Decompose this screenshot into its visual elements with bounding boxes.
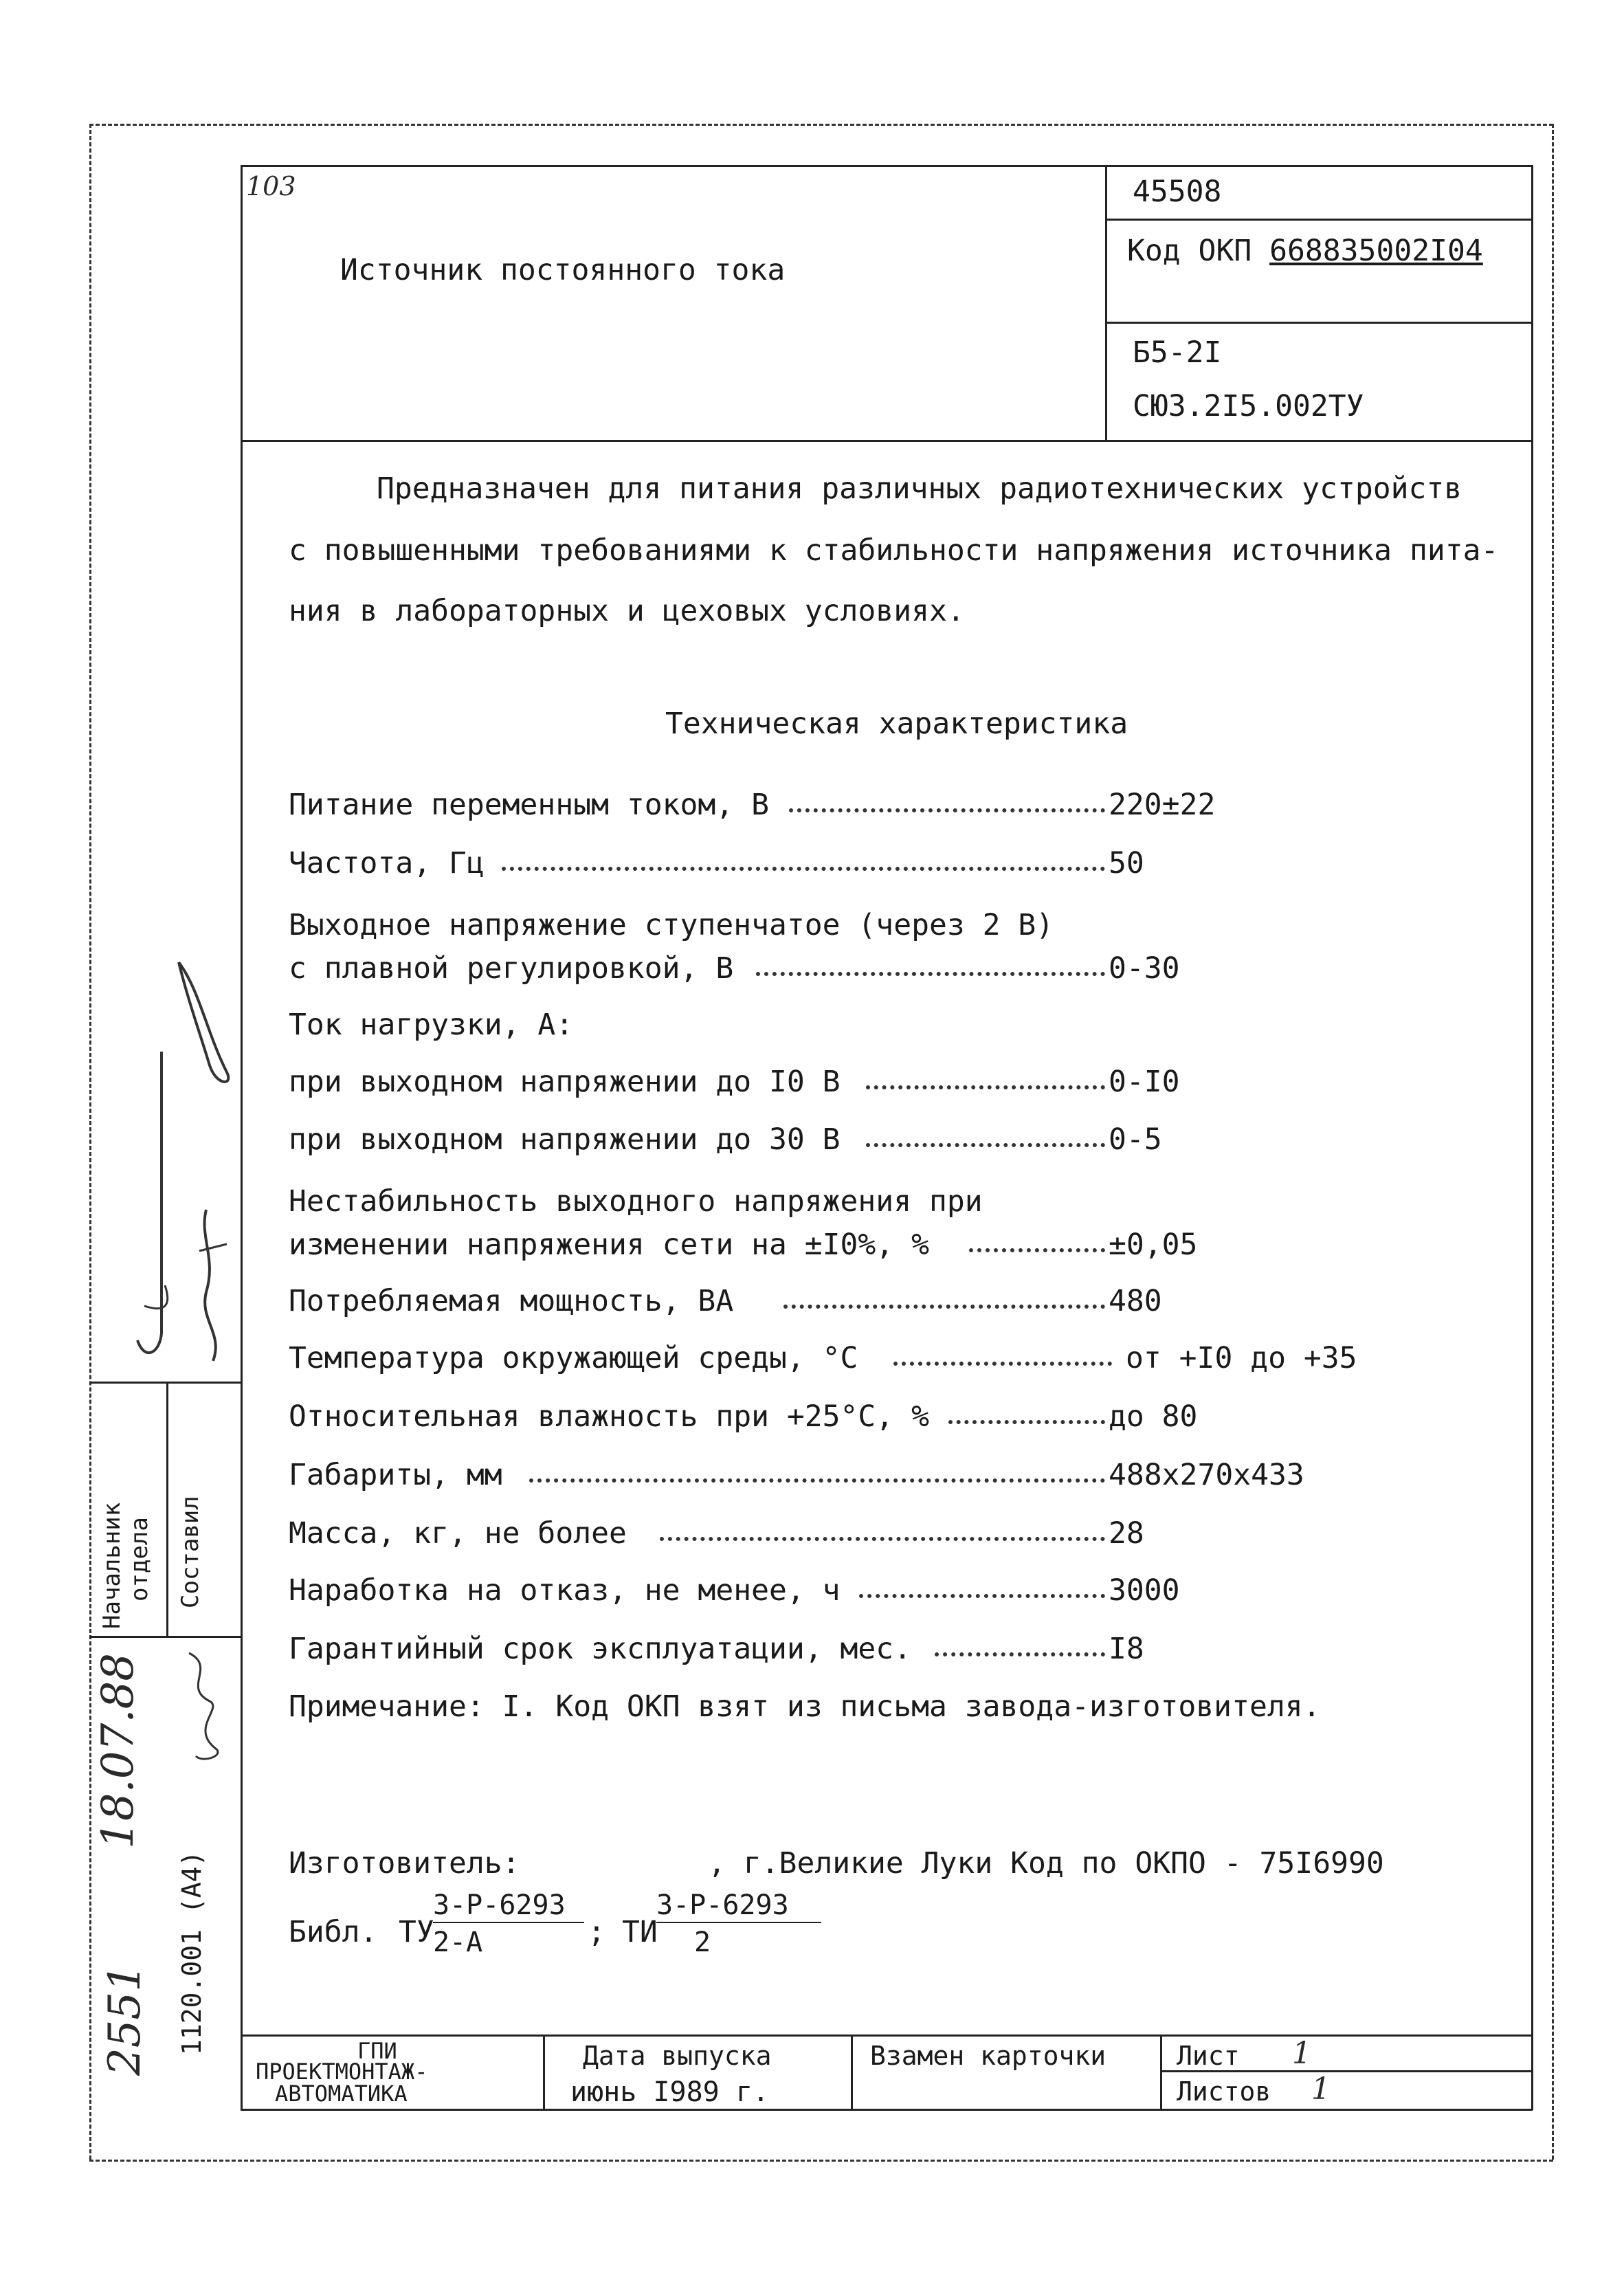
frame-left [89,124,91,2160]
spec-label: Ток нагрузки, А: [289,1008,574,1042]
bibl-separator: ; [588,1915,605,1949]
dot-leader [948,1420,1105,1424]
header-code-line [1105,219,1531,221]
ti-numerator: 3-Р-6293 [656,1889,789,1921]
stamp-bottom-line [89,1636,241,1638]
spec-label: изменении напряжения сети на ±I0%, % [289,1228,929,1262]
dot-leader [969,1248,1105,1252]
spec-row [289,1284,1553,1328]
sheet-label: Лист [1177,2041,1240,2071]
spec-value: 3000 [1109,1573,1180,1608]
intro-line-1: Предназначен для питания различных радиотехнических устройств [377,472,1462,506]
note: Примечание: I. Код ОКП взят из письма завода-изготовителя. [289,1689,1321,1724]
author-label: Составил [177,1496,204,1608]
spec-value: 0-I0 [1109,1065,1180,1099]
dot-leader [789,808,1105,812]
org-line-1: ГПИ [357,2038,397,2064]
spec-value: ±0,05 [1109,1228,1198,1262]
manufacturer-label: Изготовитель: [289,1846,520,1881]
spec-value: 50 [1109,846,1144,880]
spec-value: 28 [1109,1516,1144,1551]
spec-row [289,1634,1553,1676]
bibl-label: Библ. [289,1915,378,1949]
spec-label: Потребляемая мощность, ВА [289,1284,734,1318]
spec-label: Нестабильность выходного напряжения при [289,1184,983,1219]
dot-leader [859,1594,1105,1598]
ti-denominator: 2 [694,1927,711,1958]
spec-label: Относительная влажность при +25°С, % [289,1399,929,1434]
spec-label: Гарантийный срок эксплуатации, мес. [289,1632,912,1666]
spec-value: до 80 [1109,1399,1198,1434]
spec-label: Наработка на отказ, не менее, ч [289,1573,841,1608]
spec-value: 488x270x433 [1109,1458,1304,1492]
spec-label: Частота, Гц [289,846,485,880]
spec-row [289,1573,1553,1617]
code-number: 45508 [1133,175,1222,209]
sheets-label: Листов [1177,2076,1271,2107]
okp-label: Код ОКП [1127,234,1252,268]
spec-number: СЮ3.2I5.002ТУ [1133,389,1364,423]
frame-bottom [89,2160,1553,2162]
org-line-3: АВТОМАТИКА [275,2081,408,2107]
spec-label: Питание переменным током, В [289,788,769,822]
spec-value: 0-5 [1109,1122,1162,1157]
okp-code-row [1127,236,1483,266]
tu-fraction-bar [433,1922,584,1923]
date-value: июнь I989 г. [570,2076,769,2108]
spec-row [289,1067,1553,1109]
header-okp-line [1105,322,1531,324]
model-number: Б5-2I [1133,335,1222,370]
spec-row [289,1399,1553,1443]
handwritten-date: 18.07.88 [93,1653,144,1849]
tu-prefix: ТУ [399,1915,434,1949]
okp-code: 668835002I04 [1269,234,1483,268]
form-code: 1120.001 (А4) [177,1850,207,2055]
spec-value: 0-30 [1109,951,1180,986]
footer-top-line [241,2034,1533,2037]
ti-prefix: ТИ [622,1915,658,1949]
dot-leader [502,867,1105,871]
footer-divider-1 [543,2034,545,2109]
dot-leader [756,972,1105,976]
spec-value: 220±22 [1109,788,1216,822]
spec-label: Температура окружающей среды, °С [289,1341,858,1375]
dot-leader [783,1305,1105,1309]
dot-leader [893,1362,1112,1366]
spec-row [289,1230,1553,1272]
dot-leader [529,1478,1105,1483]
footer-divider-2 [851,2034,853,2109]
archive-number: 2551 [100,1964,151,2076]
spec-row [289,1010,1553,1052]
ti-fraction-bar [656,1922,821,1923]
spec-label: Габариты, мм [289,1458,502,1492]
document-title: Источник постоянного тока [340,253,786,287]
head-label-1: Начальник [98,1502,126,1629]
intro-line-3: ния в лабораторных и цеховых условиях. [289,594,965,628]
card-bottom-line [241,2109,1533,2111]
dot-leader [866,1085,1105,1089]
spec-label: при выходном напряжении до I0 В [289,1065,841,1099]
spec-row [289,1516,1553,1560]
section-title: Техническая характеристика [665,707,1128,741]
tu-denominator: 2-А [433,1927,483,1958]
spec-row [289,1184,1553,1228]
spec-row [289,908,1553,952]
spec-row [289,846,1553,890]
spec-row [289,951,1553,995]
spec-row [289,1122,1553,1166]
sheets-value: 1 [1311,2072,1331,2107]
frame-top [89,124,1553,126]
signature-strokes [96,949,247,1388]
header-bottom-line [241,440,1533,442]
spec-row [289,790,1553,832]
spec-value: от +I0 до +35 [1126,1341,1357,1375]
spec-value: 480 [1109,1284,1162,1318]
spec-value: I8 [1109,1632,1144,1666]
spec-label: с плавной регулировкой, В [289,951,734,986]
spec-label: Масса, кг, не более [289,1516,627,1551]
corner-mark: 103 [246,171,296,201]
tu-numerator: 3-Р-6293 [433,1889,566,1921]
dot-leader [935,1652,1105,1656]
manufacturer-city: , г.Великие Луки Код по ОКПО - 75I6990 [708,1846,1384,1881]
spec-row [289,1341,1553,1385]
org-line-2: ПРОЕКТМОНТАЖ- [256,2059,428,2085]
intro-line-2: с повышенными требованиями к стабильности напряжения источника пита- [289,533,1499,568]
replace-label: Взамен карточки [870,2041,1106,2071]
author-signature [175,1646,237,1770]
date-label: Дата выпуска [583,2041,772,2071]
card-top-line [241,165,1533,167]
header-divider [1105,165,1107,440]
spec-row [289,1458,1553,1502]
head-label-2: отдела [126,1517,153,1601]
spec-label: Выходное напряжение ступенчатое (через 2 В) [289,908,1054,942]
dot-leader [660,1537,1105,1541]
dot-leader [866,1143,1105,1147]
sheet-value: 1 [1292,2036,1311,2071]
spec-label: при выходном напряжении до 30 В [289,1122,841,1157]
stamp-divider [166,1382,168,1636]
